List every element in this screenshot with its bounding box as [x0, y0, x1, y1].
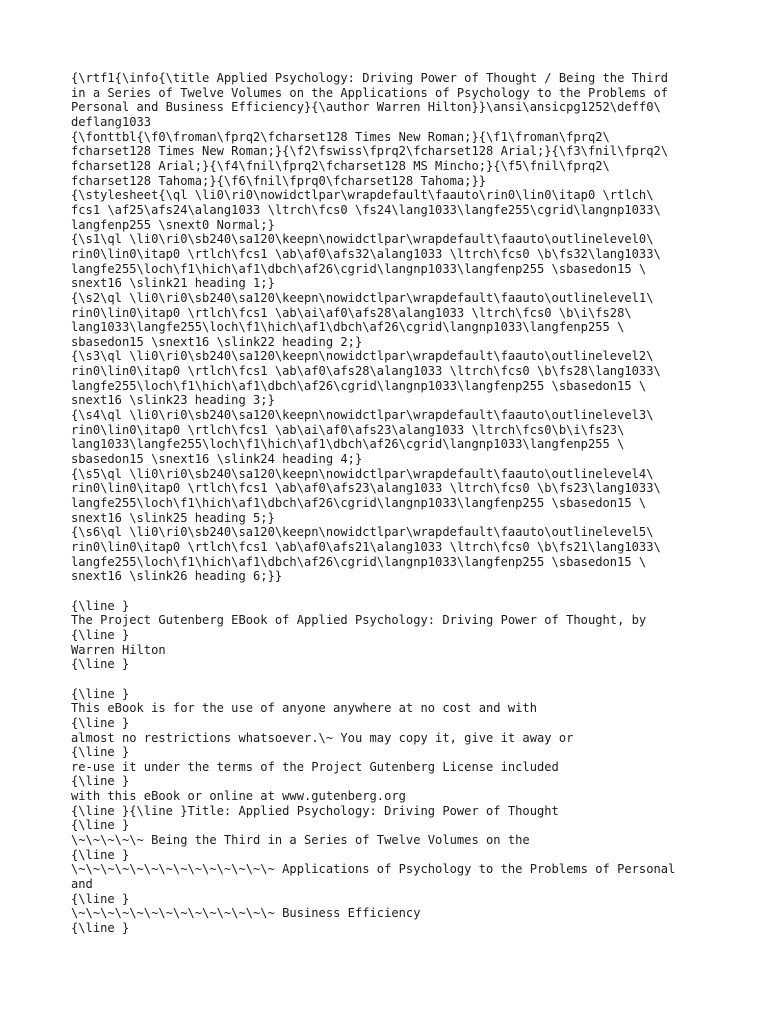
text-line: deflang1033 — [71, 114, 152, 129]
text-line: with this eBook or online at www.gutenberg.org — [71, 789, 406, 804]
text-line: in a Series of Twelve Volumes on the Applications of Psychology to the Problems of — [71, 85, 669, 100]
text-line: sbasedon15 \snext16 \slink24 heading 4;} — [71, 452, 363, 467]
text-line: This eBook is for the use of anyone anywhere at no cost and with — [71, 701, 537, 716]
text-line: fcharset128 Times New Roman;}{\f2\fswiss\fprq2\fcharset128 Arial;}{\f3\fnil\fprq2\ — [71, 144, 669, 159]
text-paragraph — [71, 71, 696, 584]
text-line: {\s3\ql \li0\ri0\sb240\sa120\keepn\nowidctlpar\wrapdefault\faauto\outlinelevel2\ — [71, 349, 654, 364]
text-line: {\s5\ql \li0\ri0\sb240\sa120\keepn\nowidctlpar\wrapdefault\faauto\outlinelevel4\ — [71, 466, 654, 481]
text-line: almost no restrictions whatsoever.\~ You may copy it, give it away or — [71, 730, 574, 745]
text-line: {\fonttbl{\f0\froman\fprq2\fcharset128 Times New Roman;}{\f1\froman\fprq2\ — [71, 129, 610, 144]
text-line: rin0\lin0\itap0 \rtlch\fcs1 \ab\af0\afs28\alang1033 \ltrch\fcs0 \b\fs28\lang1033\ — [71, 364, 661, 379]
text-line: langfe255\loch\f1\hich\af1\dbch\af26\cgrid\langnp1033\langfenp255 \sbasedon15 \ — [71, 378, 647, 393]
text-line: {\rtf1{\info{\title Applied Psychology: Driving Power of Thought / Being the Third — [71, 71, 669, 85]
text-line: Personal and Business Efficiency}{\author Warren Hilton}}\ansi\ansicpg1252\deff0\ — [71, 100, 661, 115]
text-line: {\line } — [71, 715, 130, 730]
text-line: rin0\lin0\itap0 \rtlch\fcs1 \ab\af0\afs23\alang1033 \ltrch\fcs0 \b\fs23\lang1033\ — [71, 481, 661, 496]
text-line: {\line } — [71, 891, 130, 906]
text-line: {\s6\ql \li0\ri0\sb240\sa120\keepn\nowidctlpar\wrapdefault\faauto\outlinelevel5\ — [71, 525, 654, 540]
text-line: \~\~\~\~\~ Being the Third in a Series of Twelve Volumes on the — [71, 833, 530, 848]
text-line: rin0\lin0\itap0 \rtlch\fcs1 \ab\af0\afs32\alang1033 \ltrch\fcs0 \b\fs32\lang1033\ — [71, 246, 661, 261]
text-line: \~\~\~\~\~\~\~\~\~\~\~\~\~\~ Business Efficiency — [71, 906, 421, 921]
text-line: rin0\lin0\itap0 \rtlch\fcs1 \ab\ai\af0\afs28\alang1033 \ltrch\fcs0 \b\i\fs28\ — [71, 305, 632, 320]
text-line: {\line } — [71, 627, 130, 642]
text-line: snext16 \slink25 heading 5;} — [71, 510, 275, 525]
text-line: The Project Gutenberg EBook of Applied Psychology: Driving Power of Thought, by — [71, 613, 647, 628]
text-line: {\s4\ql \li0\ri0\sb240\sa120\keepn\nowidctlpar\wrapdefault\faauto\outlinelevel3\ — [71, 408, 654, 423]
document-body — [71, 71, 696, 936]
text-line: Warren Hilton — [71, 642, 166, 657]
text-line: fcharset128 Arial;}{\f4\fnil\fprq2\fcharset128 MS Mincho;}{\f5\fnil\fprq2\ — [71, 158, 610, 173]
text-line: snext16 \slink26 heading 6;}} — [71, 569, 283, 584]
text-line: {\line } — [71, 847, 130, 862]
text-line: snext16 \slink23 heading 3;} — [71, 393, 275, 408]
text-line: langfe255\loch\f1\hich\af1\dbch\af26\cgrid\langnp1033\langfenp255 \sbasedon15 \ — [71, 261, 647, 276]
text-line: lang1033\langfe255\loch\f1\hich\af1\dbch\af26\cgrid\langnp1033\langfenp255 \ — [71, 437, 625, 452]
text-line: {\line } — [71, 657, 130, 672]
text-line: {\s2\ql \li0\ri0\sb240\sa120\keepn\nowidctlpar\wrapdefault\faauto\outlinelevel1\ — [71, 290, 654, 305]
text-line: langfenp255 \snext0 Normal;} — [71, 217, 275, 232]
text-line: {\line } — [71, 745, 130, 760]
text-line: fcs1 \af25\afs24\alang1033 \ltrch\fcs0 \fs24\lang1033\langfe255\cgrid\langnp1033\ — [71, 202, 661, 217]
text-line: {\line } — [71, 818, 130, 833]
text-line: {\stylesheet{\ql \li0\ri0\nowidctlpar\wrapdefault\faauto\rin0\lin0\itap0 \rtlch\ — [71, 188, 654, 203]
text-paragraph — [71, 599, 696, 672]
text-line: {\line } — [71, 686, 130, 701]
text-line: sbasedon15 \snext16 \slink22 heading 2;} — [71, 334, 363, 349]
text-line: langfe255\loch\f1\hich\af1\dbch\af26\cgrid\langnp1033\langfenp255 \sbasedon15 \ — [71, 496, 647, 511]
text-line: {\s1\ql \li0\ri0\sb240\sa120\keepn\nowidctlpar\wrapdefault\faauto\outlinelevel0\ — [71, 232, 654, 247]
text-line: snext16 \slink21 heading 1;} — [71, 276, 275, 291]
text-paragraph — [71, 687, 696, 936]
text-line: {\line } — [71, 598, 130, 613]
text-line: {\line } — [71, 774, 130, 789]
text-line: rin0\lin0\itap0 \rtlch\fcs1 \ab\af0\afs21\alang1033 \ltrch\fcs0 \b\fs21\lang1033\ — [71, 540, 661, 554]
text-line: rin0\lin0\itap0 \rtlch\fcs1 \ab\ai\af0\afs23\alang1033 \ltrch\fcs0\b\i\fs23\ — [71, 422, 625, 437]
text-line: and — [71, 877, 93, 892]
text-line: {\line }{\line }Title: Applied Psychology: Driving Power of Thought — [71, 803, 559, 818]
text-line: fcharset128 Tahoma;}{\f6\fnil\fprq0\fcharset128 Tahoma;}} — [71, 173, 487, 188]
text-line: lang1033\langfe255\loch\f1\hich\af1\dbch\af26\cgrid\langnp1033\langfenp255 \ — [71, 320, 625, 335]
text-line: langfe255\loch\f1\hich\af1\dbch\af26\cgrid\langnp1033\langfenp255 \sbasedon15 \ — [71, 554, 647, 569]
text-line: {\line } — [71, 921, 130, 936]
text-line: \~\~\~\~\~\~\~\~\~\~\~\~\~\~ Applications of Psychology to the Problems of Personal — [71, 862, 676, 877]
text-line: re-use it under the terms of the Project Gutenberg License included — [71, 759, 559, 774]
